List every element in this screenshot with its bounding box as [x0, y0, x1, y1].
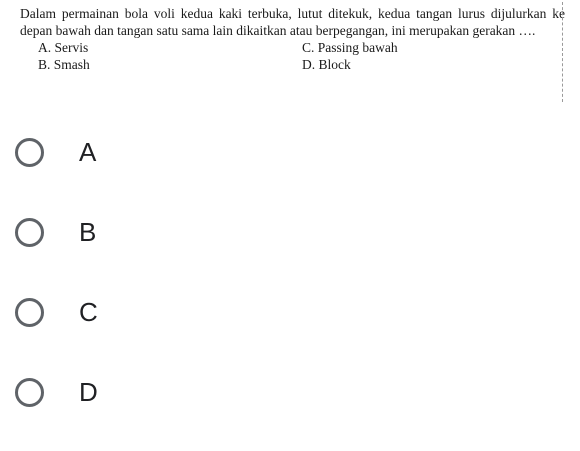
- choice-a-text: A. Servis: [38, 40, 89, 55]
- question-text: Dalam permainan bola voli kedua kaki terbuka, lutut ditekuk, kedua tangan lurus dijulurkan ke depan bawah dan tangan satu sama lain dikaitkan atau berpegangan, ini merupakan gerakan ….: [20, 6, 565, 38]
- choice-d-text: D. Block: [302, 57, 351, 72]
- answer-options: [15, 131, 555, 451]
- question-image: [20, 5, 565, 73]
- answer-option-c[interactable]: [15, 291, 555, 371]
- radio-button-icon[interactable]: [15, 138, 44, 167]
- image-border-edge: [562, 2, 563, 102]
- option-label: D: [79, 377, 98, 407]
- option-label: C: [79, 297, 98, 327]
- radio-button-icon[interactable]: [15, 378, 44, 407]
- option-label: B: [79, 217, 97, 247]
- radio-button-icon[interactable]: [15, 218, 44, 247]
- answer-option-d[interactable]: [15, 371, 555, 451]
- choice-c-text: C. Passing bawah: [302, 40, 398, 55]
- answer-option-a[interactable]: [15, 131, 555, 211]
- radio-button-icon[interactable]: [15, 298, 44, 327]
- question-choices: [38, 39, 565, 73]
- choice-b-text: B. Smash: [38, 57, 90, 72]
- answer-option-b[interactable]: [15, 211, 555, 291]
- option-label: A: [79, 137, 97, 167]
